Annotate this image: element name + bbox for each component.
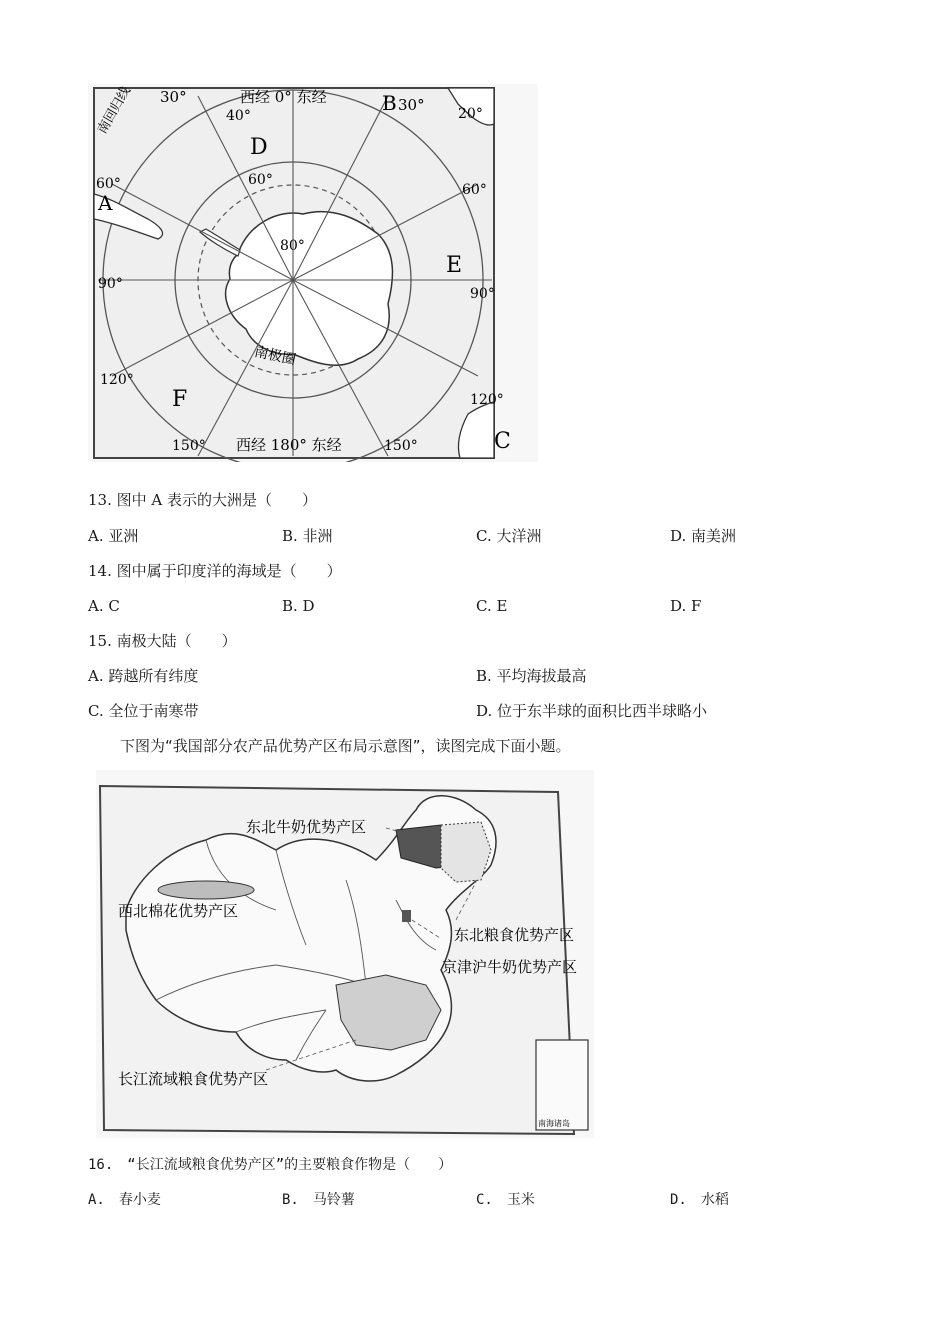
jjh-milk-label: 京津沪牛奶优势产区 (442, 958, 578, 976)
letter-f: F (172, 387, 188, 412)
nw-cotton-area (158, 881, 254, 899)
question-14-stem: 14. 图中属于印度洋的海域是（ ） (88, 562, 342, 580)
q15-option-d[interactable]: D. 位于东半球的面积比西半球略小 (476, 702, 708, 720)
q13-option-d[interactable]: D. 南美洲 (670, 527, 737, 545)
lon-90e-label: 90° (470, 286, 495, 302)
ne-grain-label: 东北粮食优势产区 (454, 926, 575, 944)
yangtze-grain-area (336, 975, 441, 1050)
china-agri-map (96, 770, 594, 1138)
question-16-stem: 16. “长江流域粮食优势产区”的主要粮食作物是（ ） (88, 1157, 453, 1173)
antarctic-circle-label: 南极圈 (252, 344, 298, 369)
q14-option-c[interactable]: C. E (476, 597, 508, 615)
letter-c: C (494, 429, 511, 454)
letter-b: B (382, 91, 397, 115)
antarctica-map-svg (88, 84, 538, 462)
question-13-stem: 13. 图中 A 表示的大洲是（ ） (88, 491, 317, 509)
q16-option-d[interactable]: D. 水稻 (670, 1192, 729, 1208)
q16-option-a[interactable]: A. 春小麦 (88, 1192, 161, 1208)
q13-option-a[interactable]: A. 亚洲 (88, 527, 139, 545)
lon-120e-label: 120° (470, 392, 504, 408)
lat-60-label: 60° (248, 172, 273, 188)
letter-a: A (98, 191, 113, 215)
lat-60-left-label: 60° (96, 176, 121, 192)
south-sea-label: 南海诸岛 (538, 1119, 570, 1128)
letter-d: D (250, 135, 268, 160)
lat-40-label: 40° (226, 108, 251, 124)
q16-option-c[interactable]: C. 玉米 (476, 1192, 535, 1208)
nw-cotton-label: 西北棉花优势产区 (118, 902, 239, 920)
lat-80-label: 80° (280, 238, 305, 254)
q15-option-a[interactable]: A. 跨越所有纬度 (88, 667, 199, 685)
ne-milk-label: 东北牛奶优势产区 (246, 818, 367, 836)
lon-30w-label: 30° (160, 88, 187, 106)
lon-20e-label: 20° (458, 106, 483, 122)
antarctica-map (88, 84, 538, 462)
yangtze-grain-label: 长江流域粮食优势产区 (118, 1070, 269, 1088)
lon-150e-label: 150° (384, 438, 418, 454)
lat-60-right-label: 60° (462, 182, 487, 198)
letter-e: E (446, 253, 463, 278)
south-sea-inset (536, 1040, 588, 1130)
lon-150w-label: 150° (172, 438, 206, 454)
q14-option-d[interactable]: D. F (670, 597, 702, 615)
lon-30e-label: 30° (398, 96, 425, 114)
q15-option-c[interactable]: C. 全位于南寒带 (88, 702, 199, 720)
map-intro-text: 下图为“我国部分农产品优势产区布局示意图”，读图完成下面小题。 (120, 737, 571, 755)
china-agri-map-svg (96, 770, 594, 1138)
jjh-milk-spot (402, 910, 411, 922)
south-tropic-label: 南回归线 (94, 84, 134, 137)
q15-option-b[interactable]: B. 平均海拔最高 (476, 667, 587, 685)
q13-option-b[interactable]: B. 非洲 (282, 527, 333, 545)
q14-option-b[interactable]: B. D (282, 597, 315, 615)
q13-option-c[interactable]: C. 大洋洲 (476, 527, 542, 545)
lon-120w-label: 120° (100, 372, 134, 388)
top-meridian-label: 西经 0° 东经 (240, 88, 327, 106)
bottom-meridian-label: 西经 180° 东经 (236, 436, 342, 454)
q14-option-a[interactable]: A. C (88, 597, 120, 615)
lon-90w-label: 90° (98, 276, 123, 292)
q16-option-b[interactable]: B. 马铃薯 (282, 1192, 355, 1208)
question-15-stem: 15. 南极大陆（ ） (88, 632, 237, 650)
